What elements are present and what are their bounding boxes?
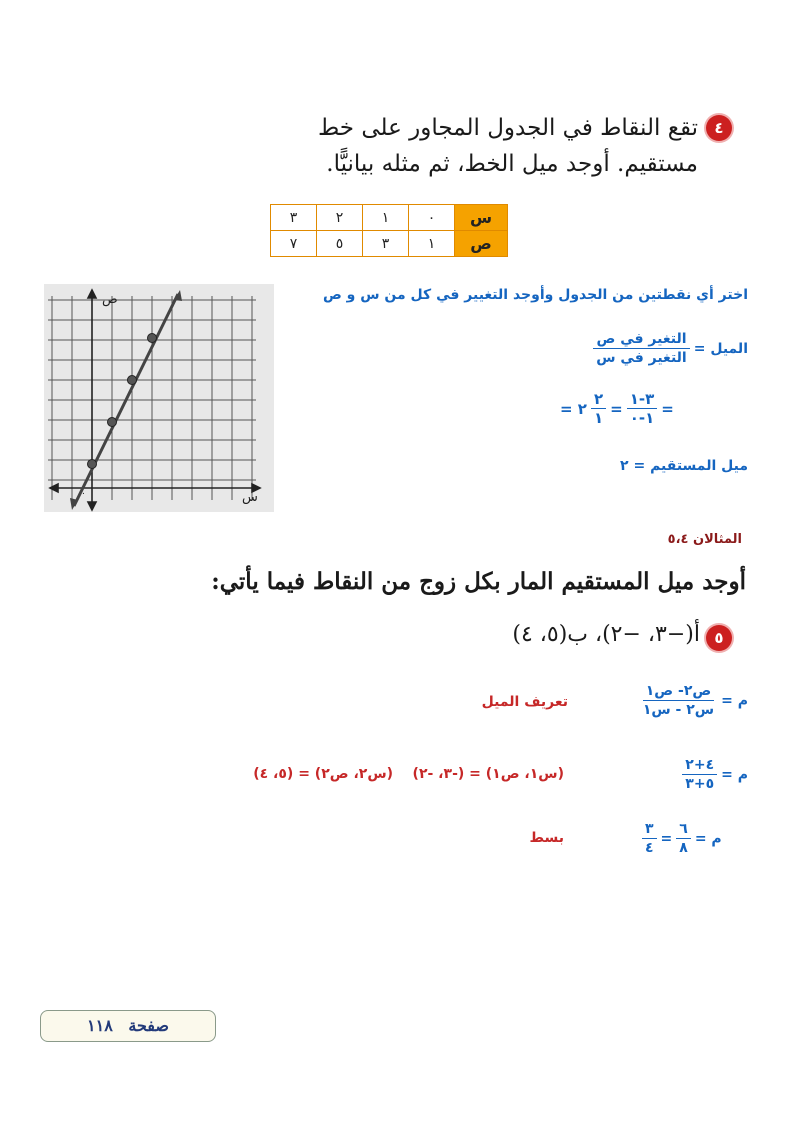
slope-label: الميل =: [693, 340, 748, 357]
m-label: م =: [721, 692, 748, 709]
unsimplified-fraction: [676, 820, 691, 857]
problem-number-badge: [706, 115, 732, 141]
examples-reference: المثالان ٥،٤: [667, 532, 742, 547]
fraction-denominator: ١-٠: [629, 409, 655, 427]
fraction-numerator: التغير في ص: [593, 330, 689, 349]
fraction-numerator: ص٢- ص١: [643, 682, 714, 701]
graph-svg: [44, 284, 274, 512]
definition-fraction: [640, 682, 717, 719]
table-cell: ٠: [409, 205, 455, 231]
fraction-numerator: ٣-١: [627, 390, 658, 409]
fraction-denominator: س٢ - س١: [642, 702, 715, 718]
m-label: م =: [694, 830, 722, 847]
fraction-denominator: ٨: [679, 840, 688, 856]
simplified-fraction: [642, 820, 657, 857]
equals-sign: =: [661, 399, 674, 418]
table-cell: ٥: [317, 231, 363, 257]
problem-number: ٤: [714, 119, 724, 137]
problem-number: ٥: [714, 629, 724, 647]
problem-points: أ(−٣، −٢)، ب(٥، ٤): [512, 622, 700, 647]
origin-label: ٠: [81, 489, 86, 499]
solution-instruction: اختر أي نقطتين من الجدول وأوجد التغيير في كل من س و ص: [322, 287, 748, 303]
problem-statement: [218, 110, 698, 182]
problem-line-1: تقع النقاط في الجدول المجاور على خط: [317, 115, 698, 141]
slope-conclusion: ميل المستقيم = ٢: [620, 458, 748, 474]
fraction-numerator: ٤+٢: [682, 756, 717, 775]
fraction-denominator: ٤: [645, 840, 654, 856]
slope-calculation: [560, 390, 674, 427]
slope-formula: [593, 330, 748, 367]
table-cell: ١: [363, 205, 409, 231]
equals-sign: =: [610, 399, 623, 418]
table-cell: ٧: [271, 231, 317, 257]
problem-number-badge: [706, 625, 732, 651]
page-label: صفحة: [128, 1016, 169, 1035]
y-axis-label: ص: [102, 292, 118, 307]
table-row-x: [271, 205, 508, 231]
substitution-fraction: [682, 756, 717, 793]
table-cell: ٢: [317, 205, 363, 231]
table-cell: ٣: [363, 231, 409, 257]
table-cell: ٣: [271, 205, 317, 231]
main-instruction: أوجد ميل المستقيم المار بكل زوج من النقاط فيما يأتي:: [211, 568, 746, 595]
calc-fraction-2: [591, 390, 606, 427]
problem-line-2: مستقيم. أوجد ميل الخط، ثم مثله بيانيًّا.: [326, 151, 698, 177]
fraction-numerator: ٢: [591, 390, 606, 409]
calc-result: = ٢: [560, 399, 587, 418]
fraction-denominator: ٥+٣: [685, 776, 715, 792]
slope-fraction: [593, 330, 690, 367]
fraction-denominator: ١: [593, 409, 604, 427]
page-number-label: [41, 1011, 215, 1041]
slope-simplified: $\frac{٣}{٤}$ = $\frac{٦}{٨}$ م =: [642, 820, 722, 857]
fraction-denominator: التغير في س: [596, 350, 687, 366]
table-cell: ١: [409, 231, 455, 257]
table-header-x: س: [455, 205, 508, 231]
page-footer: [40, 1010, 216, 1042]
calc-fraction-1: [627, 390, 658, 427]
table-header-y: ص: [455, 231, 508, 257]
x-axis-label: س: [242, 490, 258, 505]
slope-definition: [640, 682, 748, 719]
fraction-numerator: ٦: [676, 820, 691, 839]
line-graph: [44, 284, 274, 512]
points-assignment: (س١، ص١) = (-٣، -٢) (س٢، ص٢) = (٥، ٤): [253, 766, 564, 782]
m-label: م =: [721, 766, 748, 783]
page-number: ١١٨: [87, 1016, 113, 1035]
definition-note: تعريف الميل: [481, 694, 568, 710]
slope-substitution: [682, 756, 748, 793]
simplify-note: بسط: [529, 830, 564, 846]
fraction-numerator: ٣: [642, 820, 657, 839]
table-row-y: [271, 231, 508, 257]
xy-table: [270, 204, 508, 257]
